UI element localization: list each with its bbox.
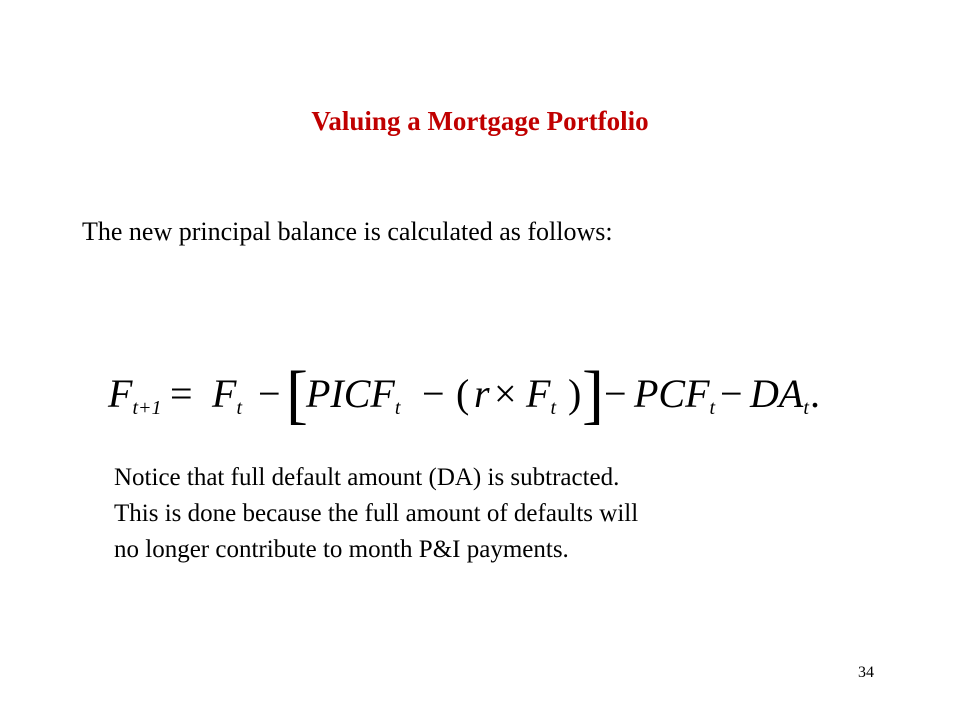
formula-left-paren: ( — [456, 371, 470, 416]
intro-text: The new principal balance is calculated as follows: — [82, 217, 613, 246]
formula-term-pcf: $PCF_t$ — [634, 371, 716, 419]
formula-times: × — [494, 371, 517, 416]
notice-line: Notice that full default amount (DA) is subtracted. — [114, 464, 620, 491]
formula-equals: = — [170, 371, 193, 416]
formula-right-bracket: ] — [582, 358, 604, 431]
page-number: 34 — [858, 664, 874, 681]
notice-paragraph — [114, 460, 834, 568]
slide-title: Valuing a Mortgage Portfolio — [311, 106, 649, 136]
formula-lhs: $F_{t+1}$ — [108, 371, 162, 419]
formula-term-f-inner: $F_t$ — [526, 371, 556, 419]
formula-term-picf: $PICF_t$ — [306, 371, 401, 419]
formula-minus-3: − — [604, 371, 627, 416]
formula-term-f: $F_t$ — [212, 371, 242, 419]
formula-right-paren: ) — [568, 371, 582, 416]
formula-r: r — [474, 371, 490, 416]
notice-line: no longer contribute to month P&I payments. — [114, 536, 569, 563]
formula-period: . — [810, 371, 820, 416]
formula-term-da: $DA_t$ — [750, 371, 809, 419]
formula-left-bracket: [ — [286, 358, 308, 431]
notice-line: This is done because the full amount of defaults will — [114, 500, 639, 527]
formula-minus-1: − — [258, 371, 281, 416]
formula-minus-4: − — [720, 371, 743, 416]
formula-minus-2: − — [422, 371, 445, 416]
